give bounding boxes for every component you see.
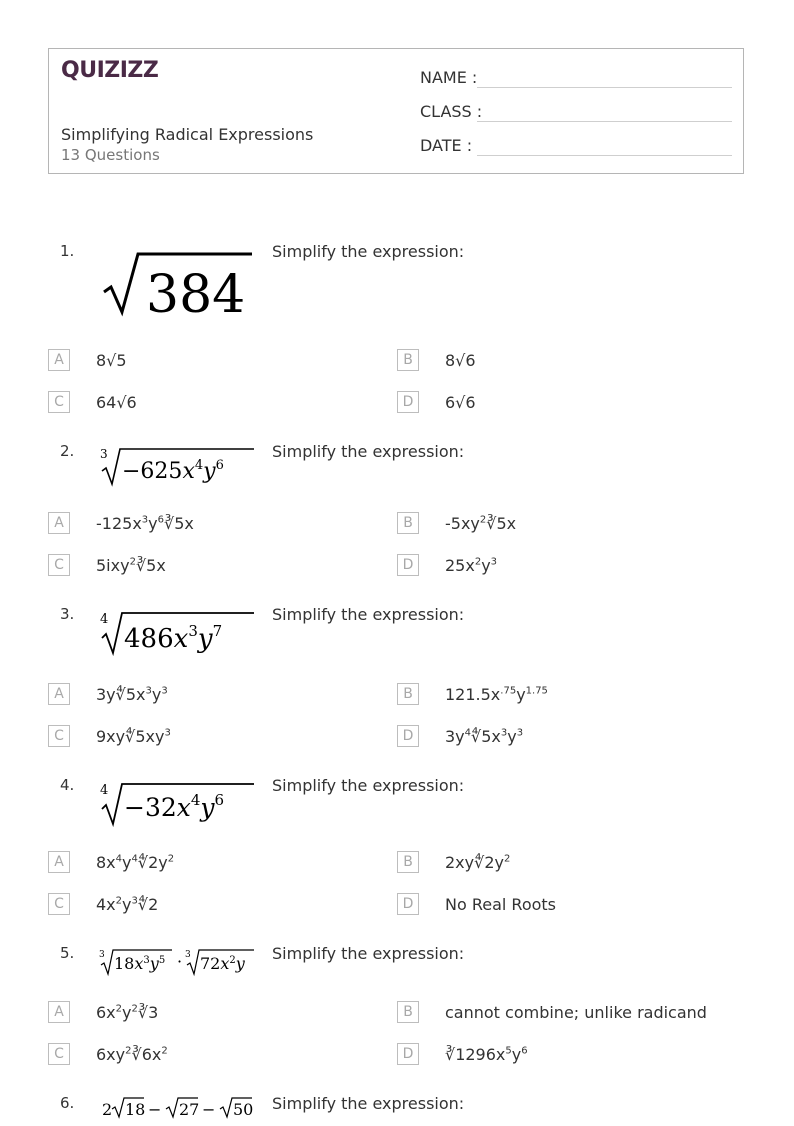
- name-field[interactable]: [420, 68, 477, 87]
- date-label: DATE :: [420, 136, 473, 155]
- option-letter: C: [48, 554, 70, 576]
- date-line[interactable]: [477, 155, 732, 156]
- question-prompt: Simplify the expression:: [272, 242, 465, 261]
- radicand-1: 18: [125, 1100, 146, 1119]
- option-text: $8x^4y^4∜2y^2$: [96, 853, 175, 872]
- product-of-cube-roots-graphic: [98, 946, 258, 978]
- sqrt-384-graphic: [100, 250, 255, 318]
- option-letter: C: [48, 391, 70, 413]
- radical-index: 4: [100, 612, 109, 627]
- radicand-2: $72x^2y$: [200, 954, 245, 973]
- quizizz-logo: QUIZIZZ: [61, 58, 159, 83]
- option-letter: B: [397, 851, 419, 873]
- option-text: 6√6: [445, 393, 476, 412]
- option-text: $-125x^3y^6∛5x$: [96, 514, 194, 533]
- option-text: $121.5x^{.75}y^{1.75}$: [445, 685, 548, 704]
- option-letter: A: [48, 851, 70, 873]
- worksheet-title: Simplifying Radical Expressions: [61, 125, 314, 144]
- question-expression: [98, 444, 258, 492]
- question-expression: [100, 250, 255, 322]
- question-prompt: Simplify the expression:: [272, 442, 465, 461]
- option-text: $9xy∜5xy^3$: [96, 727, 171, 746]
- radicand-text: $-32x^4y^6$: [124, 791, 225, 822]
- option-letter: B: [397, 349, 419, 371]
- option-text: $2xy∜2y^2$: [445, 853, 511, 872]
- question-number: 6.: [60, 1094, 75, 1112]
- question-expression: [100, 1094, 260, 1126]
- question-count: 13 Questions: [61, 146, 160, 164]
- option-text: 64√6: [96, 393, 137, 412]
- option-text: $3y∜5x^3y^3$: [96, 685, 168, 704]
- option-text: $25x^2y^3$: [445, 556, 498, 575]
- option-text: $3y^4∜5x^3y^3$: [445, 727, 524, 746]
- radical-index: 3: [100, 447, 108, 461]
- option-text: cannot combine; unlike radicand: [445, 1003, 707, 1022]
- option-letter: D: [397, 893, 419, 915]
- option-text: No Real Roots: [445, 895, 557, 914]
- svg-text:3: 3: [99, 950, 105, 960]
- option-text: $6xy^2∛6x^2$: [96, 1045, 168, 1064]
- question-prompt: Simplify the expression:: [272, 776, 465, 795]
- radicand-2: 27: [179, 1100, 200, 1119]
- question-number: 3.: [60, 605, 75, 623]
- option-letter: A: [48, 683, 70, 705]
- question-prompt: Simplify the expression:: [272, 944, 465, 963]
- cube-root-expression-graphic: [98, 444, 258, 488]
- option-text: 8√6: [445, 351, 476, 370]
- question-number: 2.: [60, 442, 75, 460]
- minus-operator-2: −: [202, 1100, 216, 1119]
- class-line[interactable]: [477, 121, 732, 122]
- question-expression: [98, 946, 258, 982]
- minus-operator: −: [148, 1100, 162, 1119]
- radical-difference-graphic: [100, 1094, 260, 1122]
- radical-index: 4: [100, 783, 109, 798]
- option-letter: D: [397, 725, 419, 747]
- question-expression: [98, 778, 258, 832]
- class-field[interactable]: [420, 102, 482, 121]
- name-line[interactable]: [477, 87, 732, 88]
- fourth-root-expression-graphic: [98, 607, 258, 657]
- question-prompt: Simplify the expression:: [272, 605, 465, 624]
- option-letter: D: [397, 391, 419, 413]
- fourth-root-expression-graphic: [98, 778, 258, 828]
- radicand-text: 384: [146, 265, 246, 318]
- option-letter: D: [397, 1043, 419, 1065]
- option-letter: D: [397, 554, 419, 576]
- question-number: 4.: [60, 776, 75, 794]
- option-letter: A: [48, 1001, 70, 1023]
- coefficient: 2: [102, 1100, 113, 1119]
- question-number: 5.: [60, 944, 75, 962]
- option-text: 8√5: [96, 351, 127, 370]
- class-label: CLASS :: [420, 102, 483, 121]
- option-letter: A: [48, 349, 70, 371]
- dot-operator: ·: [177, 952, 183, 971]
- option-letter: B: [397, 683, 419, 705]
- option-text: $4x^2y^3∜2$: [96, 895, 159, 914]
- worksheet-header: [48, 48, 744, 174]
- radicand-text: $-625x^4y^6$: [122, 458, 224, 484]
- option-letter: B: [397, 512, 419, 534]
- option-text: $6x^2y^2∛3$: [96, 1003, 159, 1022]
- radicand-1: $18x^3y^5$: [114, 954, 166, 973]
- option-letter: B: [397, 1001, 419, 1023]
- svg-text:3: 3: [185, 950, 191, 960]
- radicand-text: $486x^3y^7$: [124, 622, 223, 654]
- option-letter: A: [48, 512, 70, 534]
- date-field[interactable]: [420, 136, 472, 155]
- option-text: $∛1296x^5y^6$: [445, 1045, 528, 1064]
- option-letter: C: [48, 893, 70, 915]
- question-prompt: Simplify the expression:: [272, 1094, 465, 1113]
- name-label: NAME :: [420, 68, 478, 87]
- radicand-3: 50: [233, 1100, 254, 1119]
- question-expression: [98, 607, 258, 661]
- option-text: $-5xy^2∛5x$: [445, 514, 517, 533]
- question-number: 1.: [60, 242, 75, 260]
- option-letter: C: [48, 1043, 70, 1065]
- option-letter: C: [48, 725, 70, 747]
- option-text: 5ixy$^2$∛5x: [96, 556, 166, 575]
